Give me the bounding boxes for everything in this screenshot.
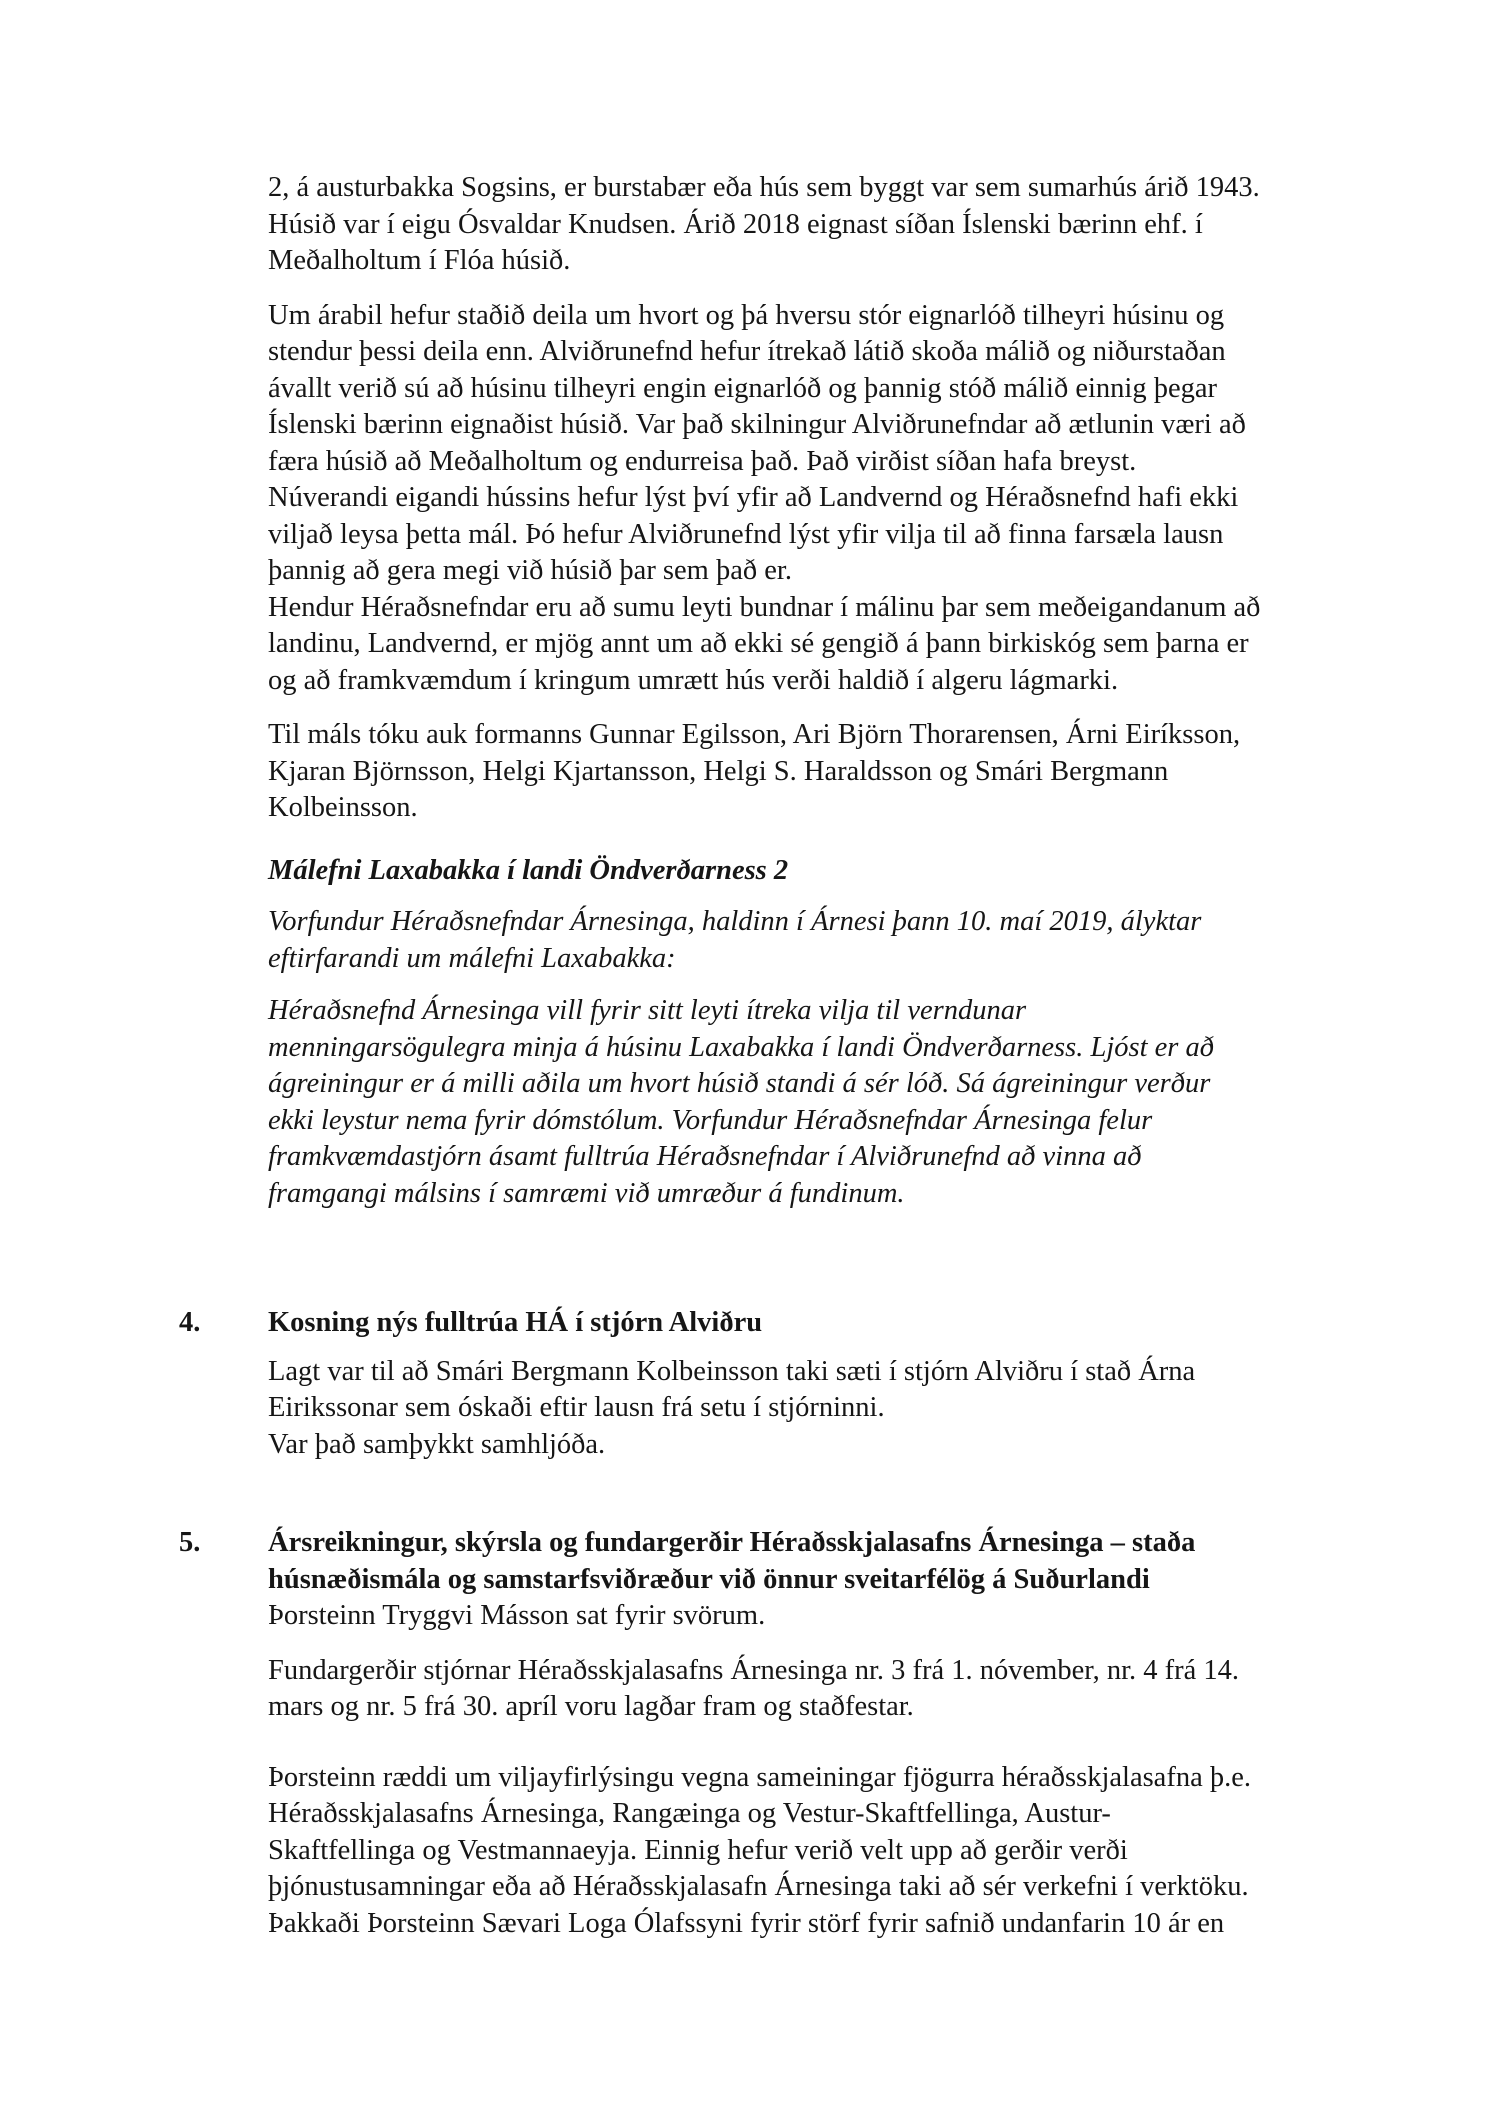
text-line: Þorsteinn ræddi um viljayfirlýsingu vegna sameiningar fjögurra héraðsskjalasafna þ.e. bbox=[268, 1761, 1251, 1793]
text-line: Ársreikningur, skýrsla og fundargerðir Héraðsskjalasafns Árnesinga – staða bbox=[268, 1527, 1196, 1558]
text-line: Var það samþykkt samhljóða. bbox=[268, 1428, 606, 1460]
text-line: Lagt var til að Smári Bergmann Kolbeinsson taki sæti í stjórn Alviðru í stað Árna bbox=[268, 1355, 1196, 1387]
text-line: viljað leysa þetta mál. Þó hefur Alviðrunefnd lýst yfir vilja til að finna farsæla lausn bbox=[268, 518, 1224, 550]
text-line: Kolbeinsson. bbox=[268, 792, 418, 823]
resolution-intro bbox=[268, 904, 1348, 977]
text-line: þjónustusamningar eða að Héraðsskjalasafn Árnesinga taki að sér verkefni í verktöku. bbox=[268, 1871, 1249, 1902]
text-line: Hendur Héraðsnefndar eru að sumu leyti bundnar í málinu þar sem meðeigandanum að bbox=[268, 591, 1261, 623]
text-line: ekki leystur nema fyrir dómstólum. Vorfundur Héraðsnefndar Árnesinga felur bbox=[268, 1104, 1153, 1136]
text-line: Eirikssonar sem óskaði eftir lausn frá setu í stjórninni. bbox=[268, 1392, 885, 1423]
text-line: landinu, Landvernd, er mjög annt um að ekki sé gengið á þann birkiskóg sem þarna er bbox=[268, 628, 1249, 659]
paragraph-dispute bbox=[268, 298, 1348, 700]
text-line: Til máls tóku auk formanns Gunnar Egilsson, Ari Björn Thorarensen, Árni Eiríksson, bbox=[268, 719, 1241, 750]
text-line: Héraðsskjalasafns Árnesinga, Rangæinga og Vestur-Skaftfellinga, Austur- bbox=[268, 1798, 1111, 1829]
paragraph-merger bbox=[268, 1760, 1350, 1943]
text-line: Kjaran Björnsson, Helgi Kjartansson, Helgi S. Haraldsson og Smári Bergmann bbox=[268, 755, 1169, 787]
resolution-text bbox=[268, 993, 1348, 1212]
paragraph-speakers bbox=[268, 717, 1348, 827]
text-line: Þorsteinn Tryggvi Másson sat fyrir svörum. bbox=[268, 1600, 766, 1631]
paragraph-attendee bbox=[268, 1598, 1350, 1635]
text-line: Húsið var í eigu Ósvaldar Knudsen. Árið 2018 eignast síðan Íslenski bærinn ehf. í bbox=[268, 208, 1203, 240]
text-line: ágreiningur er á milli aðila um hvort húsið standi á sér lóð. Sá ágreiningur verður bbox=[268, 1068, 1211, 1099]
agenda-item-5 bbox=[175, 1525, 1350, 1960]
text-line: húsnæðismála og samstarfsviðræður við önnur sveitarfélög á Suðurlandi bbox=[268, 1563, 1150, 1595]
text-line: Héraðsnefnd Árnesinga vill fyrir sitt leyti ítreka vilja til verndunar bbox=[268, 995, 1027, 1026]
text-line: Skaftfellinga og Vestmannaeyja. Einnig hefur verið velt upp að gerðir verði bbox=[268, 1834, 1128, 1866]
text-line: færa húsið að Meðalholtum og endurreisa það. Það virðist síðan hafa breyst. bbox=[268, 445, 1137, 477]
agenda-item-number: 5. bbox=[179, 1527, 201, 1558]
intro-content bbox=[268, 170, 1348, 1228]
subheading-laxabakka: Málefni Laxabakka í landi Öndverðarness 2 bbox=[268, 854, 789, 886]
agenda-item-body bbox=[268, 1305, 1350, 1463]
text-line: 2, á austurbakka Sogsins, er burstabær eða hús sem byggt var sem sumarhús árið 1943. bbox=[268, 172, 1260, 203]
text-line: framkvæmdastjórn ásamt fulltrúa Héraðsnefndar í Alviðrunefnd að vinna að bbox=[268, 1141, 1142, 1172]
agenda-item-body bbox=[268, 1525, 1350, 1942]
text-line: Fundargerðir stjórnar Héraðsskjalasafns Árnesinga nr. 3 frá 1. nóvember, nr. 4 frá 14. bbox=[268, 1654, 1240, 1686]
text-line: framgangi málsins í samræmi við umræður á fundinum. bbox=[268, 1177, 905, 1209]
paragraph-minutes bbox=[268, 1653, 1350, 1726]
paragraph-laxabakka-history bbox=[268, 170, 1348, 280]
text-line: Íslenski bærinn eignaðist húsið. Var það skilningur Alviðrunefndar að ætlunin væri að bbox=[268, 409, 1246, 440]
text-line: Vorfundur Héraðsnefndar Árnesinga, haldinn í Árnesi þann 10. maí 2019, ályktar bbox=[268, 906, 1202, 937]
agenda-item-4 bbox=[175, 1305, 1350, 1481]
text-line: þannig að gera megi við húsið þar sem það er. bbox=[268, 555, 792, 586]
text-line: Þakkaði Þorsteinn Sævari Loga Ólafssyni fyrir störf fyrir safnið undanfarin 10 ár en bbox=[268, 1907, 1225, 1939]
text-line: stendur þessi deila enn. Alviðrunefnd hefur ítrekað látið skoða málið og niðurstaðan bbox=[268, 336, 1226, 367]
text-line: eftirfarandi um málefni Laxabakka: bbox=[268, 942, 676, 974]
agenda-item-title bbox=[268, 1525, 1350, 1598]
text-line: ávallt verið sú að húsinu tilheyri engin eignarlóð og þannig stóð málið einnig þegar bbox=[268, 372, 1218, 404]
agenda-item-title: Kosning nýs fulltrúa HÁ í stjórn Alviðru bbox=[268, 1307, 763, 1338]
text-line: Meðalholtum í Flóa húsið. bbox=[268, 245, 571, 276]
text-line: Núverandi eigandi hússins hefur lýst því yfir að Landvernd og Héraðsnefnd hafi ekki bbox=[268, 482, 1239, 513]
agenda-item-number: 4. bbox=[179, 1307, 201, 1338]
paragraph-board-election bbox=[268, 1354, 1350, 1464]
text-line: Um árabil hefur staðið deila um hvort og þá hversu stór eignarlóð tilheyri húsinu og bbox=[268, 299, 1225, 331]
text-line: og að framkvæmdum í kringum umrætt hús verði haldið í algeru lágmarki. bbox=[268, 664, 1119, 696]
text-line: mars og nr. 5 frá 30. apríl voru lagðar fram og staðfestar. bbox=[268, 1691, 914, 1722]
text-line: menningarsögulegra minja á húsinu Laxabakka í landi Öndverðarness. Ljóst er að bbox=[268, 1031, 1215, 1063]
